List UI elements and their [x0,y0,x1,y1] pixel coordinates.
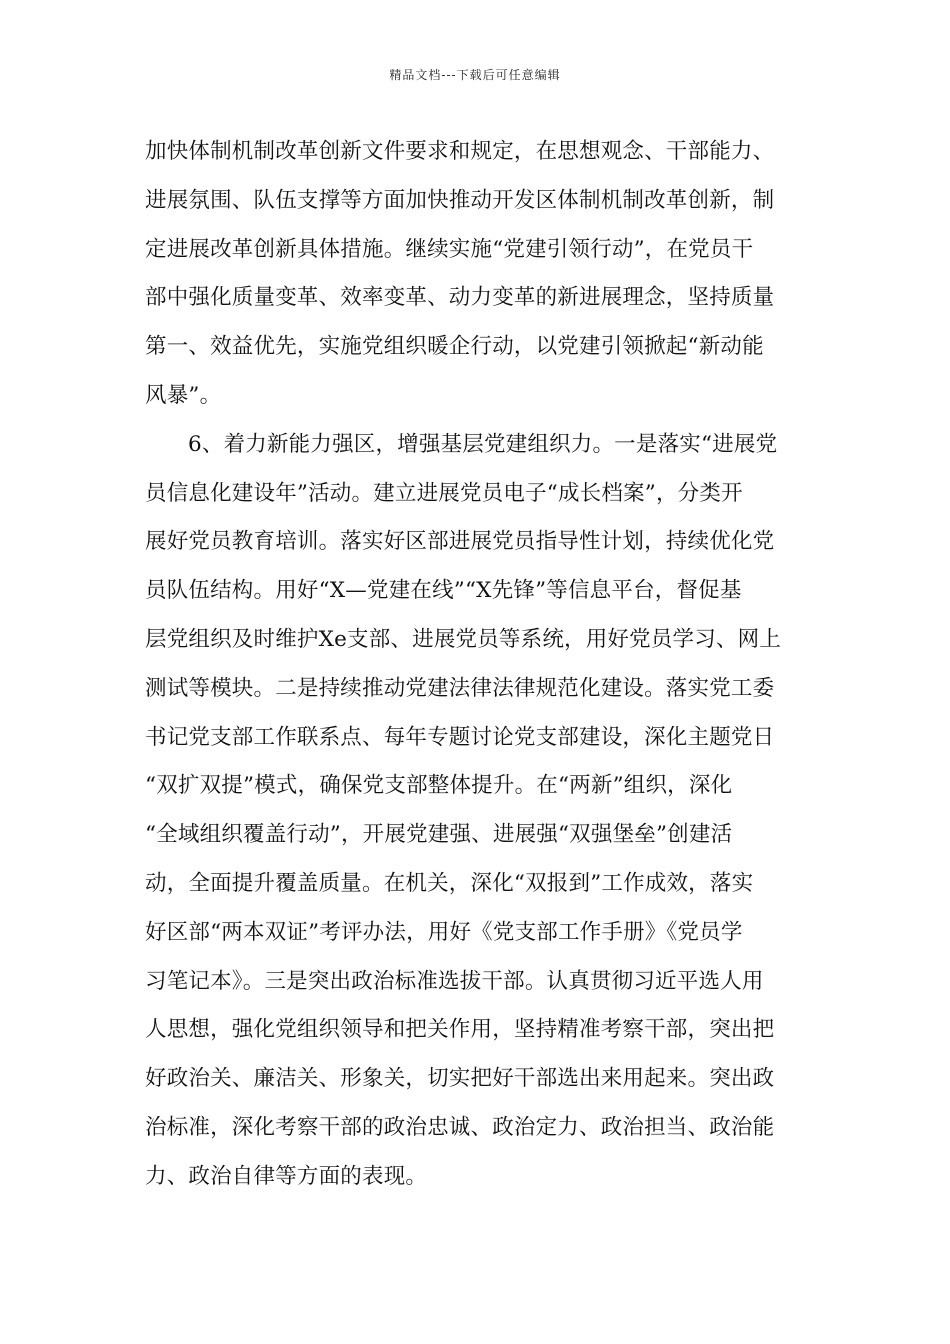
text-line: 层党组织及时维护Xe支部、进展党员等系统，用好党员学习、网上 [145,626,782,652]
text-line: “双扩双提”模式，确保党支部整体提升。在“两新”组织，深化 [145,773,733,799]
text-line: 员队伍结构。用好“X—党建在线”“X先锋”等信息平台，督促基 [145,578,742,604]
text-line: 员信息化建设年”活动。建立进展党员电子“成长档案”，分类开 [145,480,743,506]
text-line: 好政治关、廉洁关、形象关，切实把好干部选出来用起来。突出政 [145,1066,775,1092]
document-body [145,128,815,1202]
text-line: 力、政治自律等方面的表现。 [145,1163,428,1189]
text-line: 好区部“两本双证”考评办法，用好《党支部工作手册》《党员学 [145,919,743,945]
text-line: 治标准，深化考察干部的政治忠诚、政治定力、政治担当、政治能 [145,1114,775,1140]
text-line: 测试等模块。二是持续推动党建法律法律规范化建设。落实党工委 [145,675,775,701]
text-line: 进展氛围、队伍支撑等方面加快推动开发区体制机制改革创新，制 [145,187,775,213]
text-line: 加快体制机制改革创新文件要求和规定，在思想观念、干部能力、 [145,139,775,164]
text-line: 习笔记本》。三是突出政治标准选拔干部。认真贯彻习近平选人用 [145,968,764,994]
text-line: 展好党员教育培训。落实好区部进展党员指导性计划，持续优化党 [145,529,775,555]
text-line: 部中强化质量变革、效率变革、动力变革的新进展理念，坚持质量 [145,285,775,311]
text-line: “全域组织覆盖行动”，开展党建强、进展强“双强堡垒”创建活 [145,822,733,848]
paragraph-start-line: 6、着力新能力强区，增强基层党建组织力。一是落实“进展党 [188,431,778,457]
text-line: 风暴”。 [145,382,222,408]
text-line: 定进展改革创新具体措施。继续实施“党建引领行动”，在党员干 [145,236,754,262]
text-line: 书记党支部工作联系点、每年专题讨论党支部建设，深化主题党日 [145,724,775,750]
page-header: 精品文档---下载后可任意编辑 [389,68,561,82]
text-line: 第一、效益优先，实施党组织暖企行动，以党建引领掀起“新动能 [145,334,764,360]
text-line: 动，全面提升覆盖质量。在机关，深化“双报到”工作成效，落实 [145,870,754,896]
text-line: 人思想，强化党组织领导和把关作用，坚持精准考察干部，突出把 [145,1017,775,1043]
